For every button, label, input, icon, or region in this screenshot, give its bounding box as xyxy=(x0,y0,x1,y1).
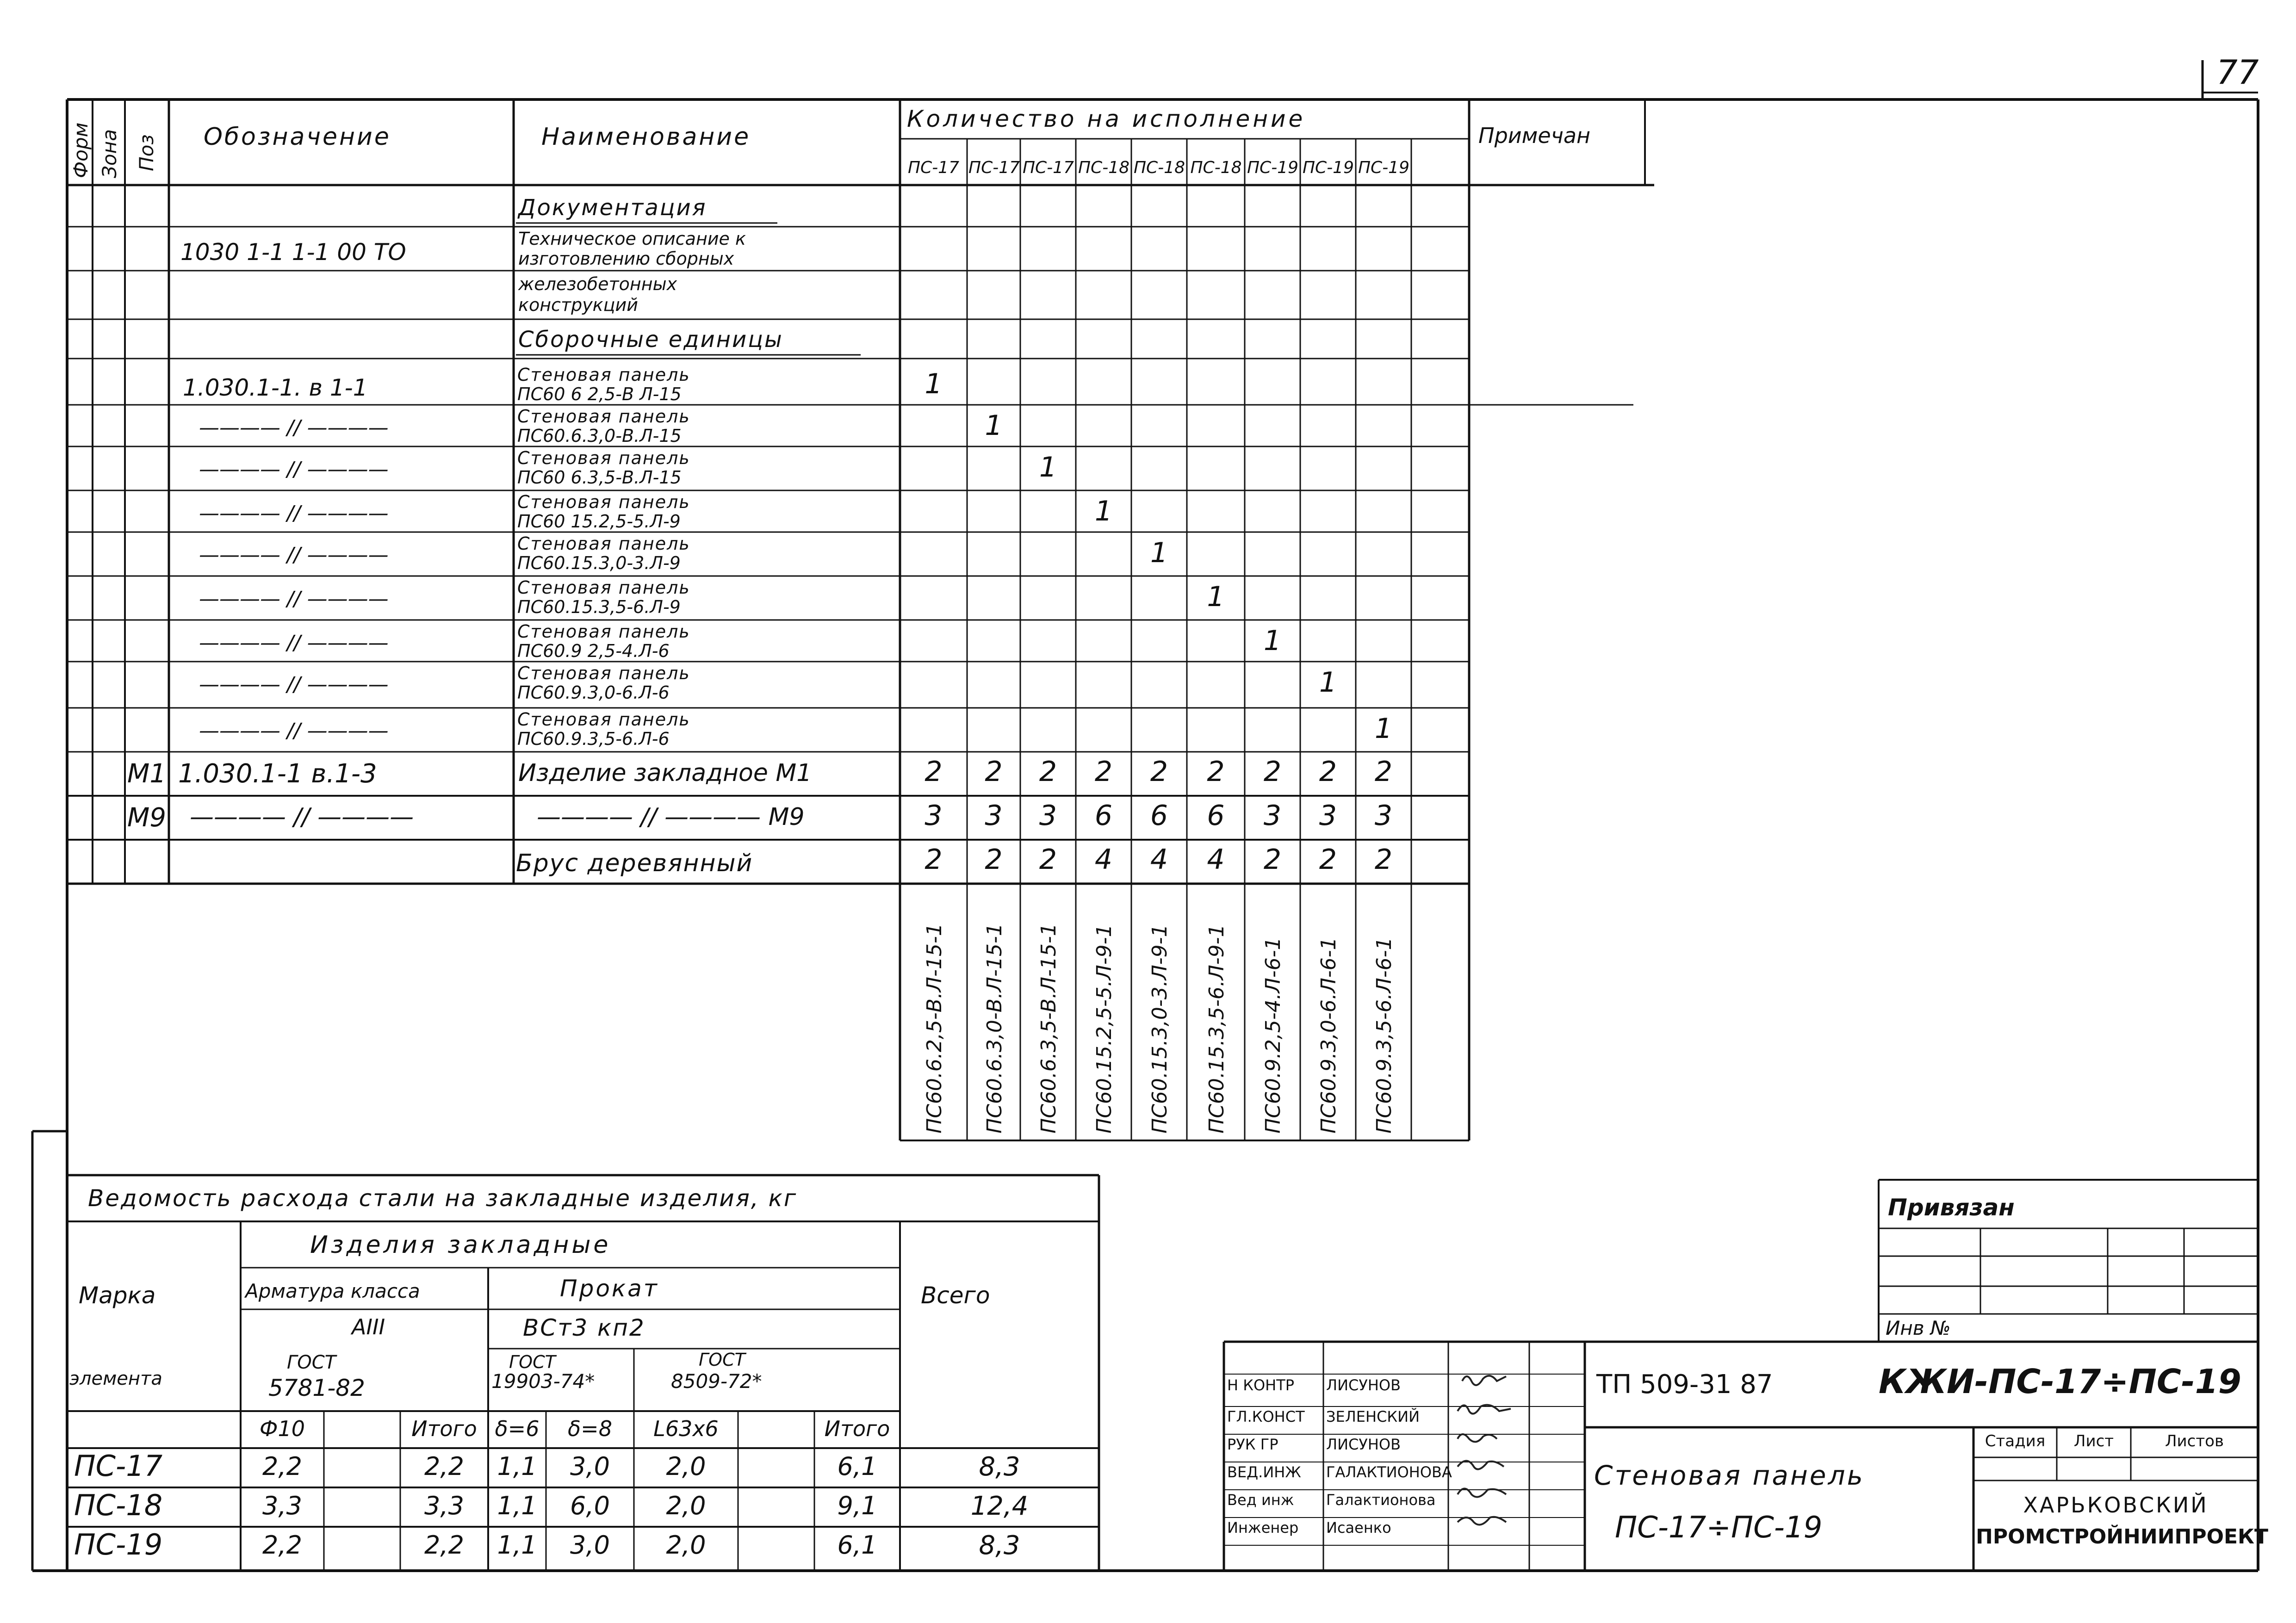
steel-cell: 2,2 xyxy=(424,1530,464,1560)
beam-quantity: 2 xyxy=(1319,843,1337,876)
signatory-name: ГАЛАКТИОНОВА xyxy=(1326,1463,1452,1481)
panel-designation: ———— // ———— xyxy=(199,502,389,525)
signatory-name: Галактионова xyxy=(1326,1491,1436,1509)
m1-quantity: 2 xyxy=(1263,756,1282,788)
steel-column-header: δ=8 xyxy=(568,1416,612,1441)
doc-designation: 1030 1-1 1-1 00 ТО xyxy=(180,239,406,266)
signature-marks xyxy=(1458,1376,1511,1525)
panel-designation: ———— // ———— xyxy=(199,673,389,696)
panel-quantity: 1 xyxy=(1094,495,1113,527)
steel-cell: 2,0 xyxy=(666,1491,706,1520)
doc-name-line: железобетонных xyxy=(518,274,677,294)
variant-header: ПС-17 xyxy=(907,158,959,177)
doc-name-line: конструкций xyxy=(518,295,638,315)
m9-quantity: 3 xyxy=(925,799,943,832)
panel-mark: ПС60 6 2,5-В Л-15 xyxy=(517,384,682,404)
organization: ХАРЬКОВСКИЙ xyxy=(2023,1493,2209,1518)
panel-designation: ———— // ———— xyxy=(199,416,389,440)
panel-title: Стеновая панель xyxy=(517,621,690,642)
variant-header: ПС-18 xyxy=(1190,158,1242,177)
beam-quantity: 4 xyxy=(1207,843,1225,876)
steel-row-mark: ПС-18 xyxy=(74,1488,163,1522)
sheet-number: 77 xyxy=(2216,53,2259,92)
steel-cell: 3,0 xyxy=(570,1530,610,1560)
panel-title: Стеновая панель xyxy=(517,492,690,512)
beam-mark: ПС60.9.3,0-6.Л-6-1 xyxy=(1317,937,1340,1134)
panel-mark: ПС60.9.3,5-6.Л-6 xyxy=(517,729,670,749)
rebar-gost-number: 5781-82 xyxy=(268,1375,365,1401)
beam-mark: ПС60.9.2,5-4.Л-6-1 xyxy=(1261,937,1285,1134)
panel-title: Стеновая панель xyxy=(517,709,690,730)
signatory-name: ЛИСУНОВ xyxy=(1326,1376,1401,1394)
inventory-number: Инв № xyxy=(1886,1317,1951,1339)
m1-quantity: 2 xyxy=(925,756,943,788)
beam-quantity: 2 xyxy=(1039,843,1057,876)
m1-quantity: 2 xyxy=(1039,756,1057,788)
beam-name: Брус деревянный xyxy=(516,849,753,877)
doc-name-line: изготовлению сборных xyxy=(518,248,734,269)
beam-mark: ПС60.15.2,5-5.Л-9-1 xyxy=(1092,924,1116,1134)
gost-a-number: 19903-74* xyxy=(491,1370,595,1393)
panel-quantity: 1 xyxy=(1207,581,1225,613)
section-documentation: Документация xyxy=(518,195,707,221)
rebar-grade: АIII xyxy=(352,1314,385,1339)
panel-designation: ———— // ———— xyxy=(199,543,389,567)
steel-column-header: δ=6 xyxy=(495,1416,540,1441)
m1-quantity: 2 xyxy=(1094,756,1113,788)
m9-name: ———— // ———— М9 xyxy=(537,803,805,831)
binding-title: Привязан xyxy=(1888,1194,2015,1221)
signatory-role: Н КОНТР xyxy=(1227,1376,1295,1394)
steel-row-total: 8,3 xyxy=(979,1530,1020,1561)
steel-cell: 2,2 xyxy=(424,1452,464,1481)
m9-quantity: 3 xyxy=(985,799,1003,832)
panel-quantity: 1 xyxy=(1039,451,1057,483)
header-quantity: Количество на исполнение xyxy=(907,105,1306,132)
drawing-subtitle: ПС-17÷ПС-19 xyxy=(1615,1511,1823,1545)
beam-quantity: 4 xyxy=(1094,843,1113,876)
steel-title: Ведомость расхода стали на закладные изделия, кг xyxy=(88,1185,798,1212)
beam-mark: ПС60.6.2,5-В.Л-15-1 xyxy=(922,923,946,1134)
gost-b-number: 8509-72* xyxy=(671,1370,762,1393)
doc-name-line: Техническое описание к xyxy=(518,229,746,249)
gost-b: ГОСТ xyxy=(699,1350,745,1370)
steel-column-header: Ф10 xyxy=(259,1416,305,1441)
rolled-header: Прокат xyxy=(560,1275,659,1302)
steel-cell: 1,1 xyxy=(497,1530,537,1560)
steel-cell: 2,0 xyxy=(666,1530,706,1560)
signatory-role: ГЛ.КОНСТ xyxy=(1227,1408,1305,1425)
steel-cell: 6,1 xyxy=(837,1452,877,1481)
m1-designation: 1.030.1-1 в.1-3 xyxy=(178,759,377,789)
beam-quantity: 2 xyxy=(925,843,943,876)
panel-title: Стеновая панель xyxy=(517,448,690,468)
m1-quantity: 2 xyxy=(1150,756,1168,788)
panel-mark: ПС60 6.3,5-В.Л-15 xyxy=(517,467,682,488)
sheet-label: Лист xyxy=(2073,1432,2114,1450)
signatory-name: Исаенко xyxy=(1326,1519,1391,1536)
m9-pos: М9 xyxy=(127,803,166,833)
steel-row-mark: ПС-19 xyxy=(74,1528,163,1561)
beam-mark: ПС60.9.3,5-6.Л-6-1 xyxy=(1372,937,1396,1134)
m1-quantity: 2 xyxy=(1319,756,1337,788)
steel-cell: 1,1 xyxy=(497,1491,537,1520)
panel-title: Стеновая панель xyxy=(517,406,690,427)
steel-cell: 2,2 xyxy=(262,1452,302,1481)
panel-designation: ———— // ———— xyxy=(199,719,389,743)
section-assembly: Сборочные единицы xyxy=(518,327,783,353)
steel-cell: 3,3 xyxy=(262,1491,302,1520)
m9-quantity: 3 xyxy=(1374,799,1393,832)
panel-title: Стеновая панель xyxy=(517,533,690,554)
steel-cell: 1,1 xyxy=(497,1452,537,1481)
m9-quantity: 6 xyxy=(1207,799,1225,832)
variant-header: ПС-17 xyxy=(968,158,1020,177)
beam-mark: ПС60.6.3,5-В.Л-15-1 xyxy=(1037,923,1061,1134)
panel-quantity: 1 xyxy=(1374,712,1393,745)
beam-mark: ПС60.6.3,0-В.Л-15-1 xyxy=(982,923,1006,1134)
panel-quantity: 1 xyxy=(1150,537,1168,569)
signatory-role: ВЕД.ИНЖ xyxy=(1227,1463,1301,1481)
m1-quantity: 2 xyxy=(1207,756,1225,788)
beam-quantity: 2 xyxy=(1263,843,1282,876)
steel-column-header: Итого xyxy=(824,1416,890,1441)
variant-header: ПС-19 xyxy=(1302,158,1354,177)
panel-mark: ПС60.15.3,0-3.Л-9 xyxy=(517,553,681,573)
m1-quantity: 2 xyxy=(1374,756,1393,788)
header-note: Примечан xyxy=(1478,123,1591,148)
panel-designation: 1.030.1-1. в 1-1 xyxy=(183,374,368,401)
m1-quantity: 2 xyxy=(985,756,1003,788)
panel-quantity: 1 xyxy=(985,409,1003,442)
panel-mark: ПС60.9.3,0-6.Л-6 xyxy=(517,682,670,703)
organization-name: ПРОМСТРОЙНИИПРОЕКТ xyxy=(1976,1525,2269,1549)
steel-cell: 3,0 xyxy=(570,1452,610,1481)
m9-quantity: 6 xyxy=(1094,799,1113,832)
panel-designation: ———— // ———— xyxy=(199,631,389,655)
header-designation: Обозначение xyxy=(204,123,391,151)
header-pos: Поз xyxy=(135,134,158,171)
m9-designation: ———— // ———— xyxy=(190,803,414,831)
panel-quantity: 1 xyxy=(925,368,943,400)
steel-cell: 3,3 xyxy=(424,1491,464,1520)
header-format: Форм xyxy=(69,122,92,178)
panel-title: Стеновая панель xyxy=(517,663,690,683)
steel-total-header: Всего xyxy=(921,1282,990,1309)
beam-mark: ПС60.15.3,0-3.Л-9-1 xyxy=(1148,924,1172,1134)
panel-quantity: 1 xyxy=(1319,666,1337,699)
steel-mark-label: Марка xyxy=(79,1282,156,1309)
m9-quantity: 3 xyxy=(1319,799,1337,832)
signatory-name: ЛИСУНОВ xyxy=(1326,1436,1401,1453)
gost-a: ГОСТ xyxy=(509,1352,556,1372)
sheets-label: Листов xyxy=(2165,1432,2224,1450)
steel-row-total: 8,3 xyxy=(979,1452,1020,1482)
steel-cell: 9,1 xyxy=(837,1491,877,1520)
rebar-class: Арматура класса xyxy=(245,1280,420,1302)
panel-designation: ———— // ———— xyxy=(199,587,389,611)
signatory-role: Инженер xyxy=(1227,1519,1299,1536)
drawing-title: Стеновая панель xyxy=(1594,1460,1865,1491)
header-zone: Зона xyxy=(98,129,121,178)
panel-title: Стеновая панель xyxy=(517,577,690,598)
embedded-header: Изделия закладные xyxy=(310,1231,611,1259)
header-name: Наименование xyxy=(541,123,751,151)
variant-header: ПС-19 xyxy=(1247,158,1298,177)
stage-label: Стадия xyxy=(1985,1432,2046,1450)
signatory-role: Вед инж xyxy=(1227,1491,1294,1509)
signatory-role: РУК ГР xyxy=(1227,1436,1278,1453)
variant-header: ПС-17 xyxy=(1022,158,1074,177)
panel-quantity: 1 xyxy=(1263,625,1282,657)
beam-mark: ПС60.15.3,5-6.Л-9-1 xyxy=(1204,924,1229,1134)
steel-cell: 6,1 xyxy=(837,1530,877,1560)
rolled-grade: ВСт3 кп2 xyxy=(523,1314,645,1341)
variant-header: ПС-18 xyxy=(1133,158,1185,177)
steel-row-total: 12,4 xyxy=(970,1491,1029,1521)
document-code: КЖИ-ПС-17÷ПС-19 xyxy=(1879,1362,2241,1401)
steel-row-mark: ПС-17 xyxy=(74,1449,163,1483)
panel-title: Стеновая панель xyxy=(517,365,690,385)
steel-cell: 2,0 xyxy=(666,1452,706,1481)
panel-mark: ПС60.9 2,5-4.Л-6 xyxy=(517,641,670,661)
m1-pos: М1 xyxy=(127,759,166,789)
project-code: ТП 509-31 87 xyxy=(1596,1369,1773,1400)
m9-quantity: 3 xyxy=(1039,799,1057,832)
steel-cell: 2,2 xyxy=(262,1530,302,1560)
variant-header: ПС-19 xyxy=(1358,158,1409,177)
beam-quantity: 2 xyxy=(985,843,1003,876)
m9-quantity: 3 xyxy=(1263,799,1282,832)
signatory-name: ЗЕЛЕНСКИЙ xyxy=(1326,1408,1420,1425)
rebar-gost: ГОСТ xyxy=(287,1352,336,1373)
variant-header: ПС-18 xyxy=(1078,158,1129,177)
steel-cell: 6,0 xyxy=(570,1491,610,1520)
steel-column-header: L63х6 xyxy=(653,1416,719,1441)
panel-mark: ПС60 15.2,5-5.Л-9 xyxy=(517,511,681,532)
panel-designation: ———— // ———— xyxy=(199,458,389,481)
panel-mark: ПС60.6.3,0-В.Л-15 xyxy=(517,426,682,446)
beam-quantity: 4 xyxy=(1150,843,1168,876)
m1-name: Изделие закладное М1 xyxy=(518,759,812,787)
panel-mark: ПС60.15.3,5-6.Л-9 xyxy=(517,597,681,617)
beam-quantity: 2 xyxy=(1374,843,1393,876)
steel-mark-label-2: элемента xyxy=(69,1368,162,1389)
steel-column-header: Итого xyxy=(411,1416,477,1441)
m9-quantity: 6 xyxy=(1150,799,1168,832)
